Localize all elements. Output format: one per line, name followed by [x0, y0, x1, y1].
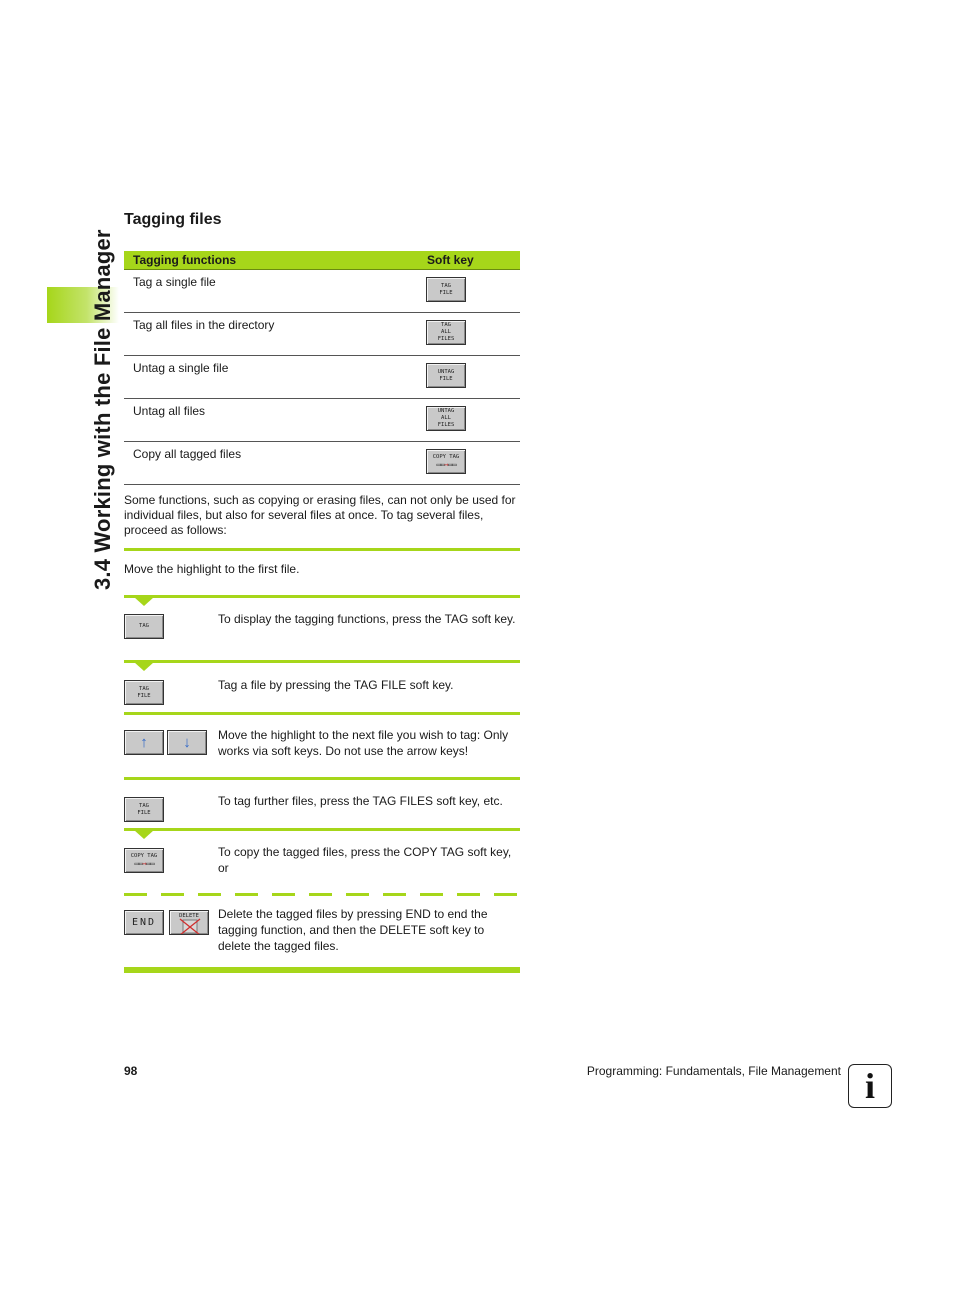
table-row [124, 356, 520, 399]
end-key[interactable]: END [124, 910, 164, 935]
table-row [124, 270, 520, 313]
alternative-divider [124, 893, 520, 896]
section-title: Tagging files [124, 211, 222, 228]
softkey-line: TAG [139, 623, 149, 629]
copy-files-icon: ▭▭→▭▭ [436, 460, 456, 469]
step-text: Delete the tagged files by pressing END to end the tagging function, and then the DELETE soft key to delete the tagged files. [218, 907, 488, 953]
softkey-line: FILE [439, 375, 453, 382]
step-text: Move the highlight to the first file. [124, 562, 300, 576]
row-label: Tag all files in the directory [133, 318, 275, 332]
table-row [124, 399, 520, 442]
header-functions: Tagging functions [133, 253, 237, 267]
softkey-line: TAG [441, 322, 451, 328]
row-label: Untag all files [133, 404, 206, 418]
intro-paragraph: Some functions, such as copying or erasing files, can not only be used for individual files, but also for several files at once. To tag several files, proceed as follows: [124, 493, 516, 537]
softkey-line: TAG [139, 802, 149, 809]
softkey-line: FILE [137, 809, 151, 816]
softkey-line: UNTAG [437, 368, 455, 375]
table-header [124, 251, 520, 270]
footer-title: Programming: Fundamentals, File Management [586, 1064, 841, 1078]
tag-file-softkey[interactable] [124, 680, 164, 705]
softkey-line: ALL [441, 415, 451, 421]
step-text: To copy the tagged files, press the COPY TAG soft key, or [218, 845, 512, 875]
softkey-line: DELETE [179, 913, 199, 919]
softkey-line: FILES [437, 422, 455, 428]
softkey-line: COPY TAG [130, 853, 158, 859]
table-row [124, 442, 520, 485]
softkey-line: UNTAG [437, 408, 455, 414]
tag-file-softkey[interactable] [426, 277, 466, 302]
softkey-line: FILE [137, 692, 151, 699]
tagging-functions-table [124, 251, 520, 485]
table-row [124, 313, 520, 356]
softkey-line: TAG [139, 685, 149, 692]
step-arrow-icon [134, 830, 154, 839]
step-text: To display the tagging functions, press the TAG soft key. [218, 612, 516, 626]
softkey-line: ALL [441, 329, 451, 335]
softkey-line: FILES [437, 336, 455, 342]
chapter-side-title: 3.4 Working with the File Manager [90, 229, 115, 590]
row-label: Tag a single file [133, 275, 216, 289]
softkey-line: COPY TAG [432, 454, 460, 460]
header-soft-key: Soft key [427, 253, 474, 267]
copy-tag-softkey[interactable] [124, 848, 164, 873]
arrow-up-icon[interactable]: ↑ [124, 730, 164, 755]
tag-file-softkey[interactable] [124, 797, 164, 822]
delete-softkey[interactable] [169, 910, 209, 935]
step-divider [124, 712, 520, 715]
step-divider [124, 595, 520, 598]
step-text: Tag a file by pressing the TAG FILE soft key. [218, 678, 454, 692]
step-arrow-icon [134, 662, 154, 671]
arrow-down-icon[interactable]: ↓ [167, 730, 207, 755]
tag-all-files-softkey[interactable] [426, 320, 466, 345]
softkey-line: TAG [441, 282, 451, 289]
copy-tag-softkey[interactable] [426, 449, 466, 474]
copy-files-icon: ▭▭→▭▭ [134, 859, 154, 868]
softkey-line: FILE [439, 289, 453, 296]
step-arrow-icon [134, 597, 154, 606]
row-label: Copy all tagged files [133, 447, 242, 461]
step-divider [124, 660, 520, 663]
untag-file-softkey[interactable] [426, 363, 466, 388]
page-number: 98 [124, 1064, 138, 1078]
section-end-bar [124, 967, 520, 973]
step-text: To tag further files, press the TAG FILES soft key, etc. [218, 794, 503, 808]
untag-all-files-softkey[interactable] [426, 406, 466, 431]
tag-softkey[interactable] [124, 614, 164, 639]
step-divider [124, 828, 520, 831]
step-text: Move the highlight to the next file you wish to tag: Only works via soft keys. Do not use the arrow keys! [218, 728, 509, 758]
step-divider [124, 777, 520, 780]
info-icon: i [848, 1064, 892, 1108]
row-label: Untag a single file [133, 361, 229, 375]
step-divider [124, 548, 520, 551]
